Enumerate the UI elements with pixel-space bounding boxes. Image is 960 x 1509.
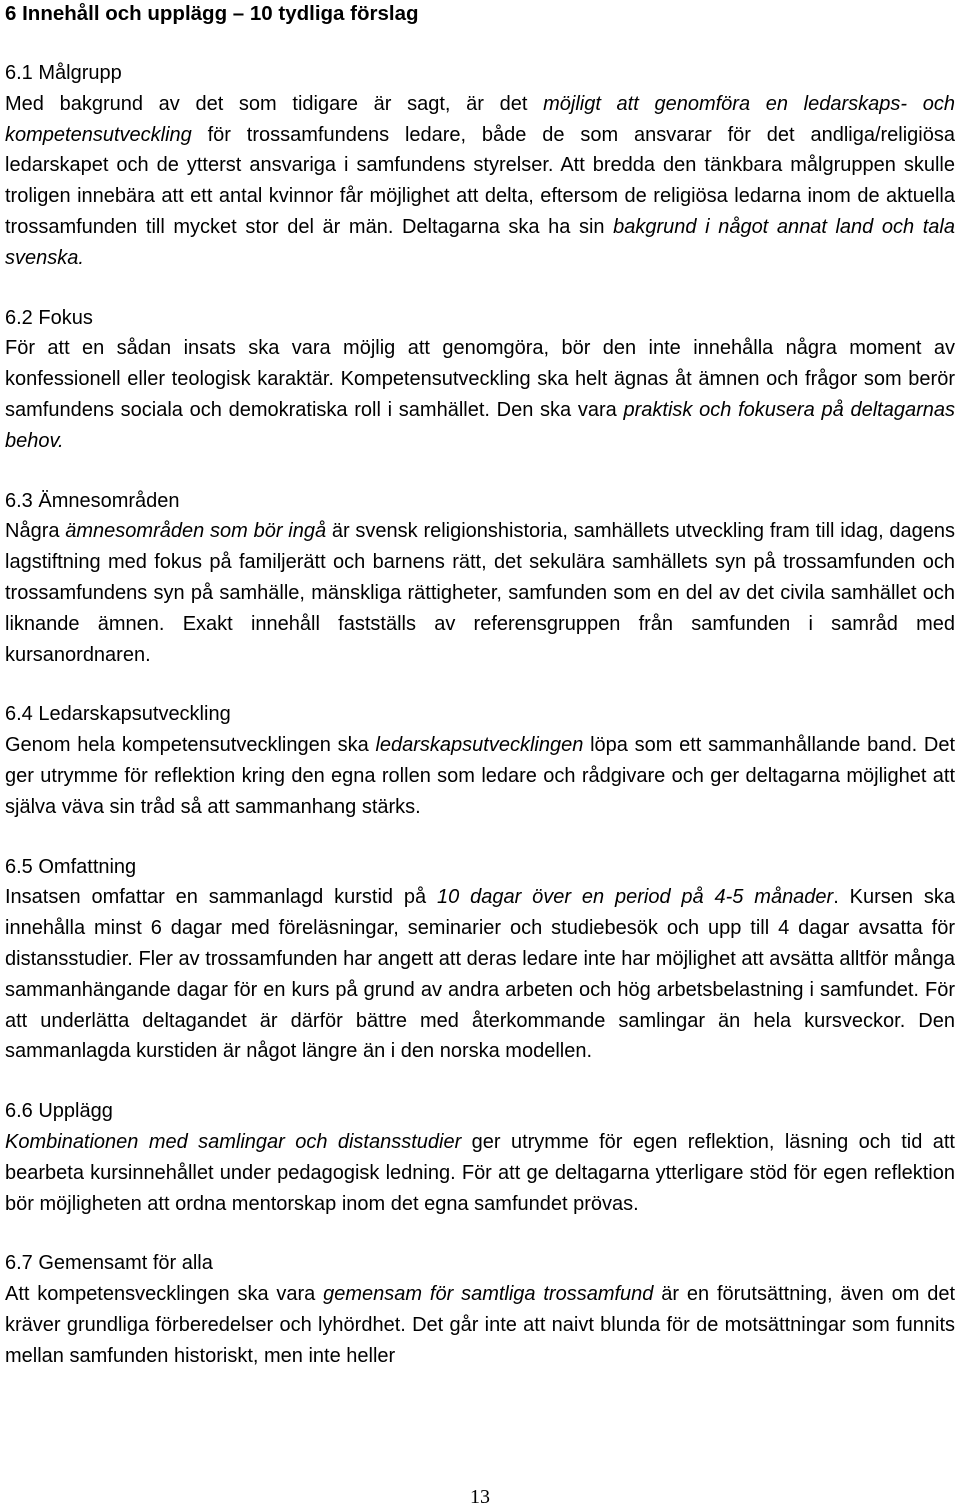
emphasis-run: ledarskapsutvecklingen xyxy=(375,734,584,757)
section-body xyxy=(5,89,955,274)
section-body xyxy=(5,333,955,456)
document-title: 6 Innehåll och upplägg – 10 tydliga förslag xyxy=(5,2,419,25)
text-run: löpa som ett sammanhållande band. Det ger utrymme för reflektion kring den egna rollen som ledare och rådgivare och ger deltagarna möjlighet att själva väva sin tråd så att sammanhang stärks. xyxy=(5,734,955,818)
emphasis-run: gemensam för samtliga trossamfund xyxy=(323,1283,654,1306)
section-body xyxy=(5,1279,955,1371)
section-6-6-upplagg xyxy=(5,1096,955,1219)
emphasis-run: Kombinationen med samlingar och distansstudier xyxy=(5,1130,462,1153)
text-run: är svensk religionshistoria, samhällets utveckling fram till idag, dagens lagstiftning med fokus på familjerätt och barnens rätt, det sekulära samhällets syn på trossamfunden och trossamfundens syn på samhälle, mänskliga rättigheter, samfunden som en del av det civila samhället och liknande ämnen. Exakt innehåll fastställs av referensgruppen från samfunden i samråd med kursanordnaren. xyxy=(5,520,956,666)
section-heading: 6.1 Målgrupp xyxy=(5,62,122,84)
emphasis-run: bakgrund i något annat land och tala svenska. xyxy=(5,215,955,269)
page-number: 13 xyxy=(470,1486,490,1508)
section-6-2-fokus xyxy=(5,303,955,457)
section-body xyxy=(5,882,955,1067)
emphasis-run: 10 dagar över en period på 4-5 månader xyxy=(437,886,834,909)
emphasis-run: möjligt att genomföra en ledarskaps- och kompetensutveckling xyxy=(5,92,955,146)
text-run: är en förutsättning, även om det kräver grundliga förberedelser och lyhördhet. Det går inte att naivt blunda för de motsättningar som funnits mellan samfunden historiskt, men inte heller xyxy=(5,1283,956,1367)
emphasis-run: praktisk och fokusera på deltagarnas behov. xyxy=(5,398,955,452)
text-run: . Kursen ska innehålla minst 6 dagar med föreläsningar, seminarier och studiebesök och upp till 4 dagar avsatta för distansstudier. Fler av trossamfunden har angett att deras ledare inte har möjlighet att avsätta alltför många sammanhängande dagar för en kurs på grund av andra arbeten och hög arbetsbelastning i samfundet. För att underlätta deltagandet är därför bättre med återkommande samlingar än hela kursveckor. Den sammanlagda kurstiden är något längre än i den norska modellen. xyxy=(5,886,955,1063)
text-run: Genom hela kompetensutvecklingen ska xyxy=(5,734,376,757)
section-body xyxy=(5,516,955,670)
section-6-7-gemensamt-for-alla xyxy=(5,1248,955,1371)
section-6-3-amnesomraden xyxy=(5,486,955,671)
text-run: Några xyxy=(5,520,66,543)
text-run: för trossamfundens ledare, både de som ansvarar för det andliga/religiösa ledarskapet och de ytterst ansvariga i samfundens styrelser. Att bredda den tänkbara målgruppen skulle troligen innebära att ett antal kvinnor får möjlighet att delta, eftersom de religiösa ledarna inom de aktuella trossamfunden till mycket stor del är män. Deltagarna ska ha sin xyxy=(5,123,955,238)
emphasis-run: ämnesområden som bör ingå xyxy=(65,520,327,543)
section-heading: 6.2 Fokus xyxy=(5,306,93,329)
section-6-5-omfattning xyxy=(5,852,955,1068)
text-run: För att en sådan insats ska vara möjlig att genomgöra, bör den inte innehålla några moment av konfessionell eller teologisk karaktär. Kompetensutveckling ska helt ägnas åt ämnen och frågor som berör samfundens sociala och demokratiska roll i samhället. Den ska vara xyxy=(5,337,955,421)
text-run: Att kompetensvecklingen ska vara xyxy=(5,1283,324,1306)
section-6-1-malgrupp xyxy=(5,58,955,274)
section-body xyxy=(5,730,955,822)
text-run: Med bakgrund av det som tidigare är sagt, är det xyxy=(5,92,544,115)
section-heading: 6.3 Ämnesområden xyxy=(5,489,180,512)
document-page xyxy=(5,0,955,1371)
section-6-4-ledarskapsutveckling xyxy=(5,699,955,822)
section-heading: 6.6 Upplägg xyxy=(5,1100,113,1123)
section-heading: 6.7 Gemensamt för alla xyxy=(5,1252,213,1275)
text-run: Insatsen omfattar en sammanlagd kurstid på xyxy=(5,886,437,909)
section-body xyxy=(5,1127,955,1219)
section-heading: 6.4 Ledarskapsutveckling xyxy=(5,703,231,726)
section-heading: 6.5 Omfattning xyxy=(5,855,137,878)
text-run: ger utrymme för egen reflektion, läsning och tid att bearbeta kursinnehållet under pedagogisk ledning. För att ge deltagarna ytterligare stöd för egen reflektion bör möjligheten att ordna mentorskap inom det egna samfundet prövas. xyxy=(5,1130,955,1215)
